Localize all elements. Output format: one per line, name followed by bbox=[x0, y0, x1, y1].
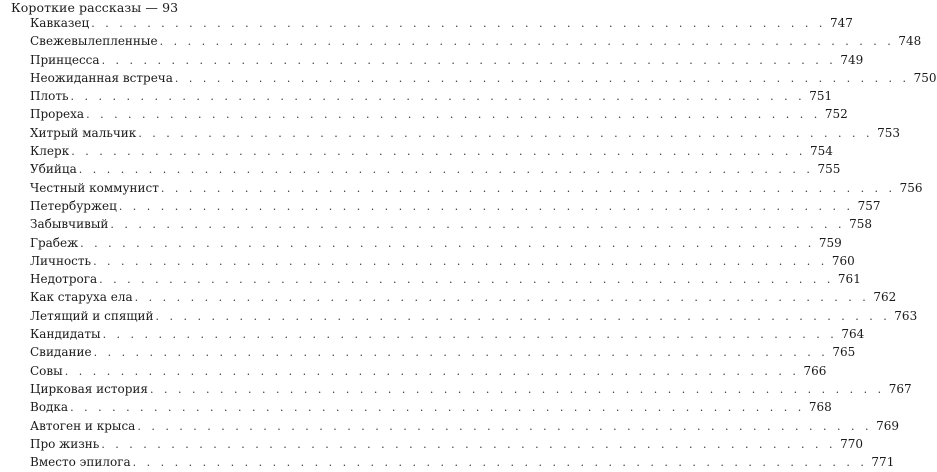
section-title: Короткие рассказы — 93 bbox=[11, 0, 179, 15]
dot-leader: . . . . . . . . . . . . . . . . . . . . . . . . . . . . . . . . . . . . . . . . . . . . . . . . . . . . . bbox=[134, 291, 870, 305]
toc-entry-title: Недотрога bbox=[30, 272, 98, 287]
toc-entry-page-number: 765 bbox=[832, 345, 856, 360]
toc-entry-title: Неожиданная встреча bbox=[30, 70, 173, 85]
toc-entry-page-number: 770 bbox=[840, 436, 863, 451]
dot-leader: . . . . . . . . . . . . . . . . . . . . . . . . . . . . . . . . . . . . . . . . . . . . . . . . . . . . . bbox=[138, 126, 873, 140]
toc-entry bbox=[30, 398, 832, 416]
toc-entry bbox=[30, 307, 918, 325]
dot-leader: . . . . . . . . . . . . . . . . . . . . . . . . . . . . . . . . . . . . . . . . . . . . . . . . . . . . . bbox=[91, 17, 826, 30]
toc-entry-page-number: 755 bbox=[817, 162, 841, 177]
dot-leader: . . . . . . . . . . . . . . . . . . . . . . . . . . . . . . . . . . . . . . . . . . . . . . . . . . . . . bbox=[64, 364, 800, 378]
toc-entry-title: Петербуржец bbox=[30, 198, 117, 213]
toc-entry-title: Кавказец bbox=[30, 16, 90, 30]
toc-entry-page-number: 761 bbox=[837, 272, 861, 287]
toc-entry-title: Как старуха ела bbox=[30, 290, 133, 305]
toc-entry-title: Автоген и крыса bbox=[30, 418, 136, 433]
toc-entry-page-number: 756 bbox=[899, 180, 923, 195]
toc-entry bbox=[30, 160, 841, 178]
toc-entry-page-number: 754 bbox=[809, 144, 833, 159]
toc-entry-title: Забывчивый bbox=[30, 217, 109, 232]
toc-entry-title: Водка bbox=[30, 400, 69, 415]
dot-leader: . . . . . . . . . . . . . . . . . . . . . . . . . . . . . . . . . . . . . . . . . . . . . . . . . . . . . bbox=[150, 382, 885, 396]
dot-leader: . . . . . . . . . . . . . . . . . . . . . . . . . . . . . . . . . . . . . . . . . . . . . . . . . . . . . bbox=[160, 181, 896, 195]
toc-entry-page-number: 752 bbox=[824, 107, 848, 122]
toc-entry-title: Совы bbox=[30, 363, 63, 378]
dot-leader: . . . . . . . . . . . . . . . . . . . . . . . . . . . . . . . . . . . . . . . . . . . . . . . . . . . . . bbox=[78, 163, 814, 177]
toc-entry-page-number: 771 bbox=[871, 455, 895, 470]
toc-entry-title: Вместо эпилога bbox=[30, 455, 131, 470]
dot-leader: . . . . . . . . . . . . . . . . . . . . . . . . . . . . . . . . . . . . . . . . . . . . . . . . . . . . . bbox=[101, 437, 836, 451]
toc-entry-page-number: 763 bbox=[894, 308, 918, 323]
toc-entry-title: Личность bbox=[30, 253, 92, 268]
toc-entry bbox=[30, 325, 865, 343]
dot-leader: . . . . . . . . . . . . . . . . . . . . . . . . . . . . . . . . . . . . . . . . . . . . . . . . . . . . . bbox=[101, 53, 837, 67]
dot-leader: . . . . . . . . . . . . . . . . . . . . . . . . . . . . . . . . . . . . . . . . . . . . . . . . . . . . . bbox=[71, 145, 806, 159]
toc-entry bbox=[30, 288, 897, 306]
toc-entry-title: Летящий и спящий bbox=[30, 308, 154, 323]
toc-entry bbox=[30, 252, 855, 270]
toc-entry-page-number: 766 bbox=[803, 363, 827, 378]
toc-entry-page-number: 757 bbox=[857, 198, 881, 213]
toc-entry bbox=[30, 197, 881, 215]
toc-entry-title: Цирковая история bbox=[30, 381, 148, 396]
toc-entry-title: Честный коммунист bbox=[30, 180, 159, 195]
toc-entry-page-number: 769 bbox=[876, 418, 899, 433]
toc-entry-page-number: 764 bbox=[841, 327, 865, 342]
dot-leader: . . . . . . . . . . . . . . . . . . . . . . . . . . . . . . . . . . . . . . . . . . . . . . . . . . . . . bbox=[86, 108, 821, 122]
dot-leader: . . . . . . . . . . . . . . . . . . . . . . . . . . . . . . . . . . . . . . . . . . . . . . . . . . . . . bbox=[93, 346, 829, 360]
toc-entry bbox=[30, 32, 922, 50]
toc-entry-page-number: 760 bbox=[831, 253, 855, 268]
toc-entry-page-number: 748 bbox=[898, 34, 922, 49]
toc-entry-page-number: 767 bbox=[888, 381, 912, 396]
toc-entry bbox=[30, 51, 864, 69]
toc-entry bbox=[30, 417, 899, 435]
toc-entry-title: Свидание bbox=[30, 345, 92, 360]
toc-entry bbox=[30, 380, 912, 398]
dot-leader: . . . . . . . . . . . . . . . . . . . . . . . . . . . . . . . . . . . . . . . . . . . . . . . . . . . . . bbox=[155, 309, 891, 323]
toc-entry-title: Свежевылепленные bbox=[30, 34, 158, 49]
toc-entry bbox=[30, 270, 861, 288]
toc-entry bbox=[30, 69, 937, 87]
dot-leader: . . . . . . . . . . . . . . . . . . . . . . . . . . . . . . . . . . . . . . . . . . . . . . . . . . . . . bbox=[110, 218, 846, 232]
dot-leader: . . . . . . . . . . . . . . . . . . . . . . . . . . . . . . . . . . . . . . . . . . . . . . . . . . . . . bbox=[159, 35, 895, 49]
dot-leader: . . . . . . . . . . . . . . . . . . . . . . . . . . . . . . . . . . . . . . . . . . . . . . . . . . . . . bbox=[70, 401, 805, 415]
dot-leader: . . . . . . . . . . . . . . . . . . . . . . . . . . . . . . . . . . . . . . . . . . . . . . . . . . . . . bbox=[118, 199, 854, 213]
dot-leader: . . . . . . . . . . . . . . . . . . . . . . . . . . . . . . . . . . . . . . . . . . . . . . . . . . . . . bbox=[70, 90, 806, 104]
toc-entry-title: Кандидаты bbox=[30, 327, 101, 342]
dot-leader: . . . . . . . . . . . . . . . . . . . . . . . . . . . . . . . . . . . . . . . . . . . . . . . . . . . . . bbox=[93, 254, 828, 268]
toc-entry bbox=[30, 343, 856, 361]
toc-entry-page-number: 759 bbox=[818, 235, 842, 250]
toc-entry bbox=[30, 87, 833, 105]
toc-entry-title: Убийца bbox=[30, 162, 77, 177]
toc-entry-title: Хитрый мальчик bbox=[30, 125, 137, 140]
toc-entry bbox=[30, 105, 848, 123]
toc-entry-title: Про жизнь bbox=[30, 436, 100, 451]
toc-entry bbox=[30, 453, 895, 471]
dot-leader: . . . . . . . . . . . . . . . . . . . . . . . . . . . . . . . . . . . . . . . . . . . . . . . . . . . . . bbox=[99, 273, 834, 287]
toc-entry bbox=[30, 142, 833, 160]
toc-entry-page-number: 747 bbox=[829, 16, 853, 30]
toc-entry-title: Прореха bbox=[30, 107, 85, 122]
toc-entry-page-number: 751 bbox=[809, 89, 833, 104]
toc-entry-page-number: 750 bbox=[913, 70, 937, 85]
dot-leader: . . . . . . . . . . . . . . . . . . . . . . . . . . . . . . . . . . . . . . . . . . . . . . . . . . . . . bbox=[174, 71, 910, 85]
toc-entry bbox=[30, 362, 827, 380]
toc-entry-page-number: 749 bbox=[840, 52, 864, 67]
toc-list bbox=[30, 14, 937, 471]
toc-entry-page-number: 768 bbox=[808, 400, 832, 415]
toc-entry-page-number: 753 bbox=[877, 125, 900, 140]
toc-entry bbox=[30, 215, 873, 233]
dot-leader: . . . . . . . . . . . . . . . . . . . . . . . . . . . . . . . . . . . . . . . . . . . . . . . . . . . . . bbox=[102, 328, 838, 342]
toc-entry-page-number: 758 bbox=[849, 217, 873, 232]
dot-leader: . . . . . . . . . . . . . . . . . . . . . . . . . . . . . . . . . . . . . . . . . . . . . . . . . . . . . bbox=[137, 419, 872, 433]
toc-entry-page-number: 762 bbox=[873, 290, 897, 305]
dot-leader: . . . . . . . . . . . . . . . . . . . . . . . . . . . . . . . . . . . . . . . . . . . . . . . . . . . . . bbox=[80, 236, 815, 250]
toc-entry-title: Грабеж bbox=[30, 235, 79, 250]
toc-entry bbox=[30, 179, 923, 197]
toc-entry-title: Клерк bbox=[30, 144, 70, 159]
toc-entry bbox=[30, 14, 853, 32]
toc-entry-title: Принцесса bbox=[30, 52, 100, 67]
toc-entry-title: Плоть bbox=[30, 89, 69, 104]
toc-entry bbox=[30, 435, 863, 453]
toc-entry bbox=[30, 124, 900, 142]
dot-leader: . . . . . . . . . . . . . . . . . . . . . . . . . . . . . . . . . . . . . . . . . . . . . . . . . . . . . bbox=[132, 456, 868, 470]
toc-entry bbox=[30, 234, 842, 252]
